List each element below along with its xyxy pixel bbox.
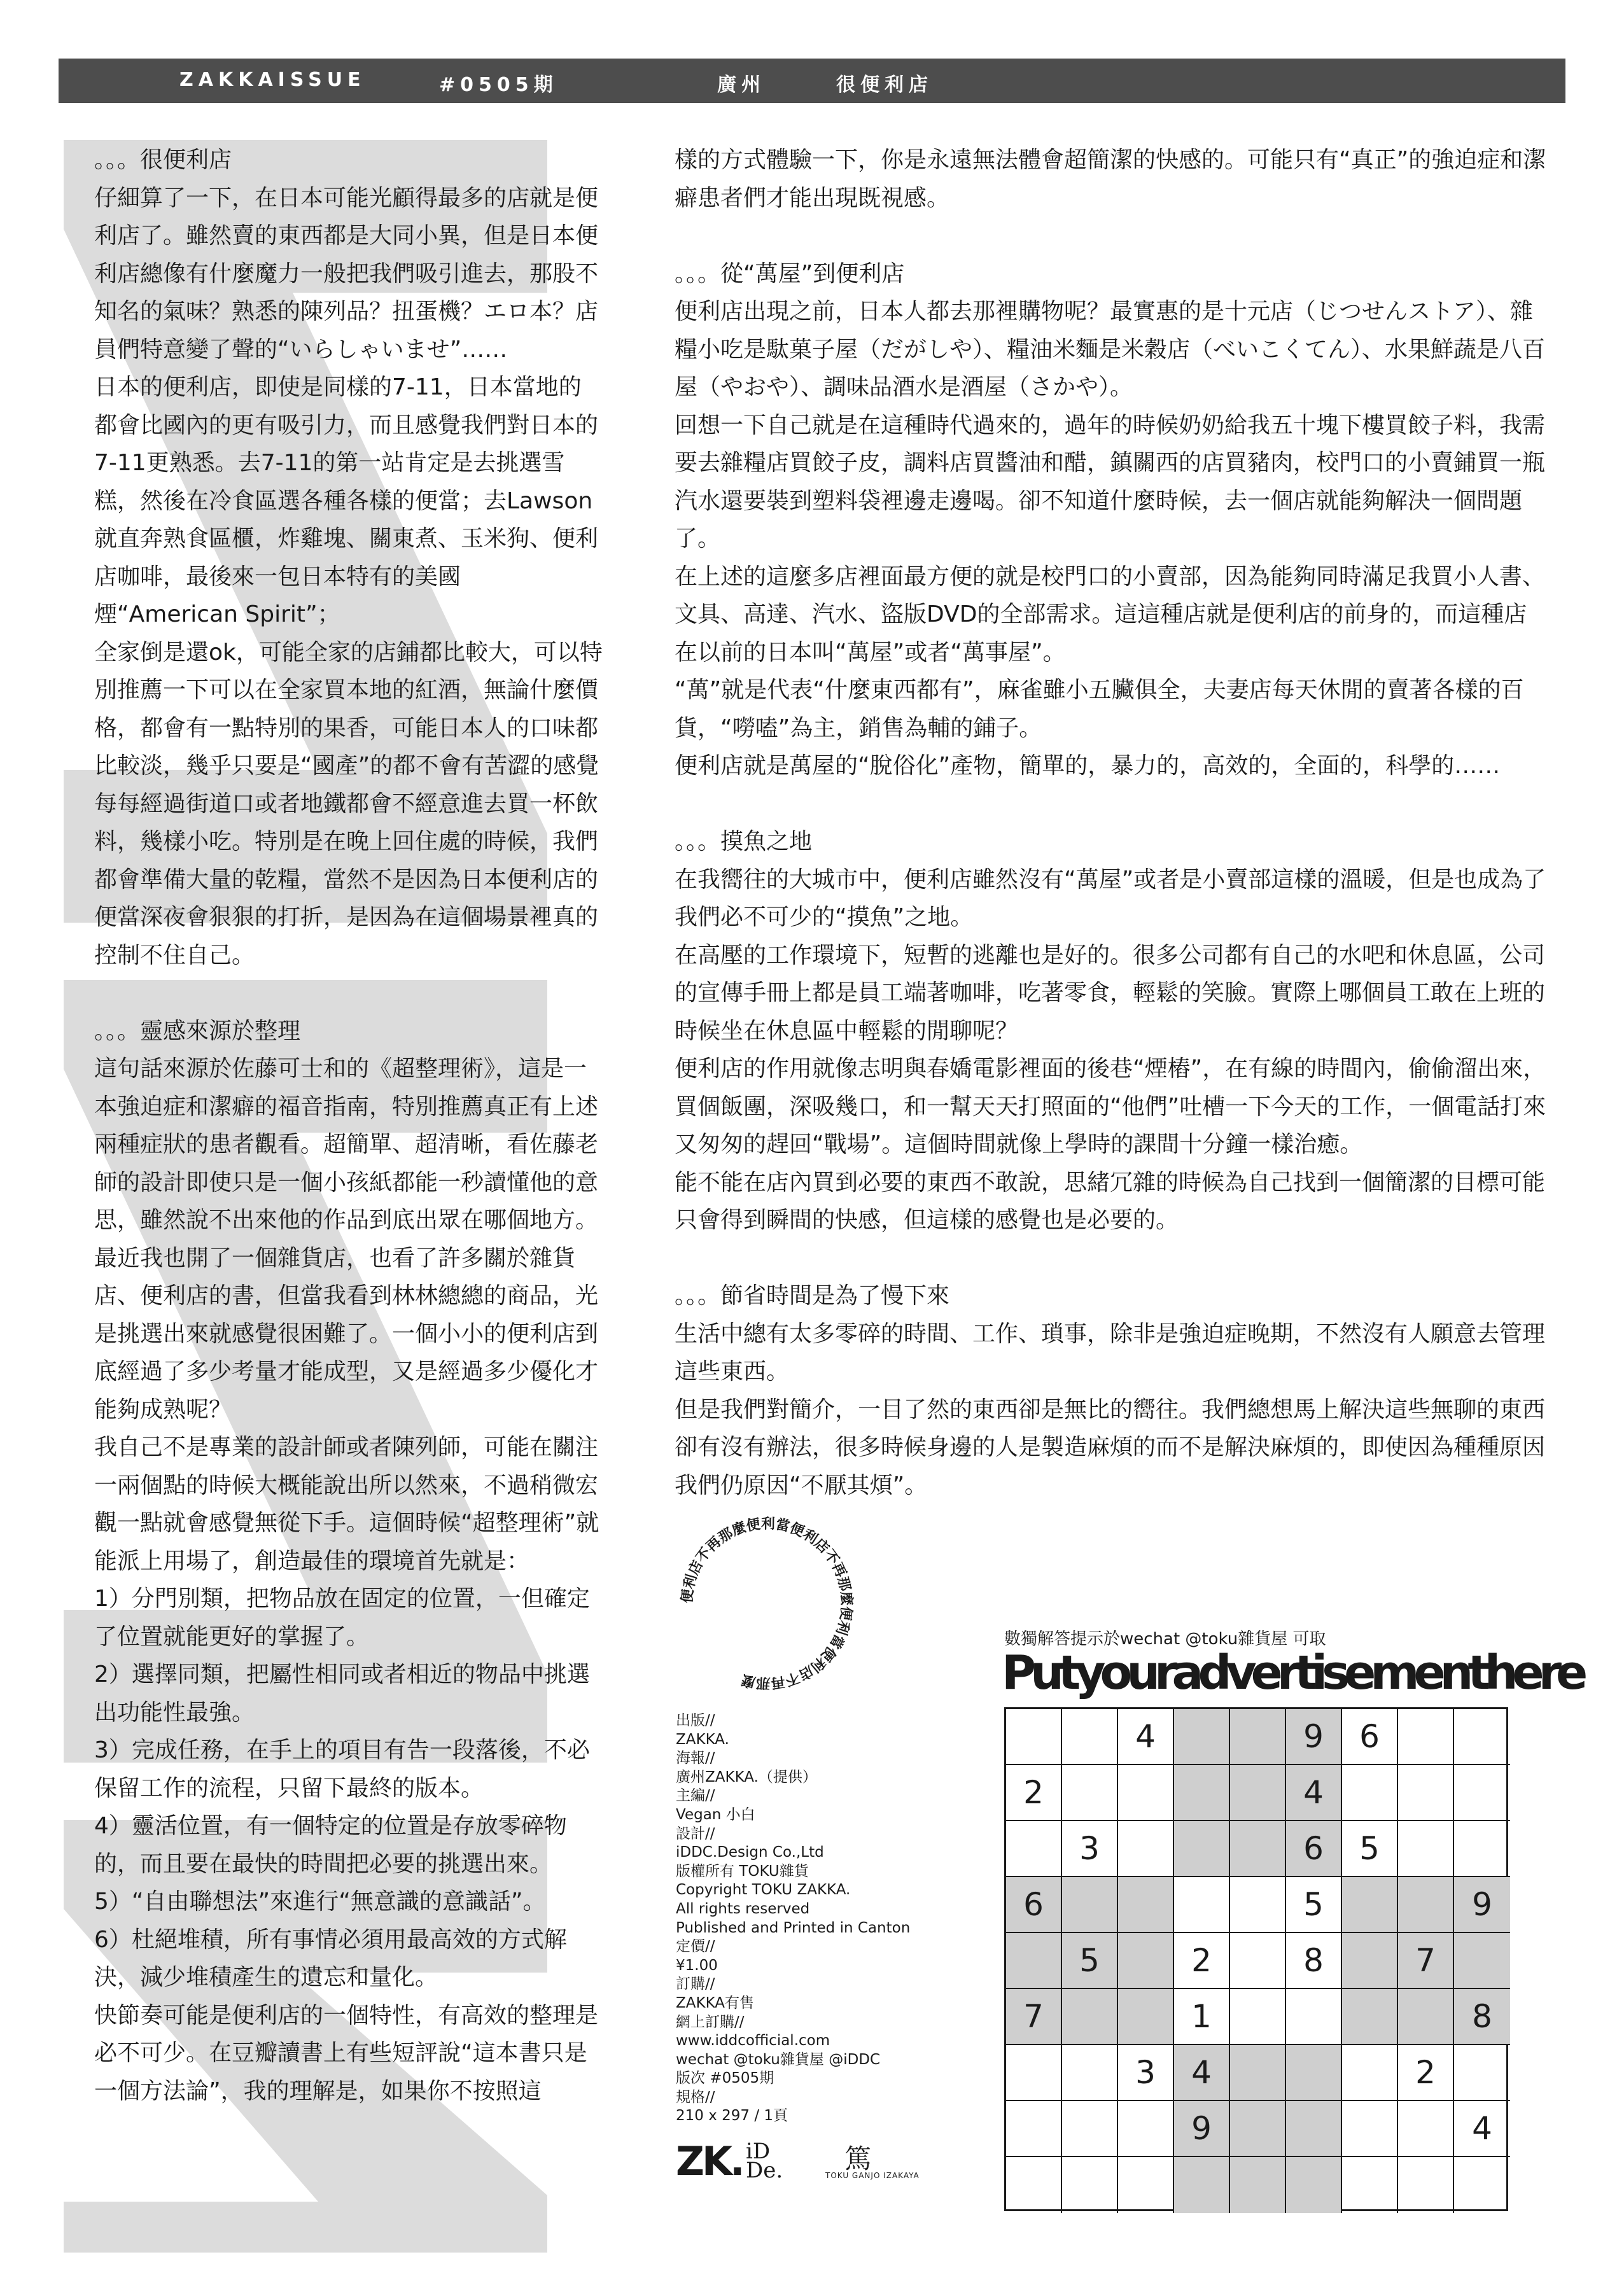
sudoku-cell: 2 [1398,2045,1454,2101]
credits-block [676,1712,1007,2126]
sudoku-cell: 4 [1174,2045,1230,2101]
sudoku-cell: 9 [1286,1709,1342,1765]
sudoku-cell[interactable] [1118,1765,1174,1821]
sudoku-cell[interactable] [1398,1989,1454,2045]
seal-text: 便利店不再那麼便利當便利店不再那麼便利當便利店不再那麼 [679,1516,855,1691]
credit-line: Copyright TOKU ZAKKA. [676,1882,851,1899]
sudoku-cell[interactable] [1174,2157,1230,2213]
sudoku-cell[interactable] [1174,1765,1230,1821]
article-paragraph: 便利店出現之前，日本人都去那裡購物呢？最實惠的是十元店（じつせんストア）、雜糧小吃是駄菓子屋（だがしや）、糧油米麵是米穀店（べいこくてん）、水果鮮蔬是八百屋（やおや）、調味品酒水是酒屋（さかや）。 [675,298,1546,400]
iddc-logo [746,2139,783,2183]
sudoku-cell[interactable] [1286,2045,1342,2101]
sudoku-cell[interactable] [1286,1989,1342,2045]
sudoku-cell: 5 [1062,1933,1118,1989]
article-paragraph: 全家倒是還ok，可能全家的店鋪都比較大，可以特別推薦一下可以在全家買本地的紅酒，無論什麼價格，都會有一點特別的果香，可能日本人的口味都比較淡，幾乎只要是“國產”的都不會有苦澀的感覺 [94,639,603,779]
sudoku-cell[interactable] [1174,1877,1230,1933]
credit-line: Published and Printed in Canton [676,1919,911,1936]
sudoku-cell: 4 [1286,1765,1342,1821]
credit-line: iDDC.Design Co.,Ltd [676,1844,824,1861]
article-paragraph: 在我嚮往的大城市中，便利店雖然沒有“萬屋”或者是小賣部這樣的溫暖，但是也成為了我們必不可少的“摸魚”之地。 [675,866,1546,930]
sudoku-cell: 9 [1174,2101,1230,2157]
sudoku-cell: 8 [1286,1933,1342,1989]
article-paragraph: 樣的方式體驗一下，你是永遠無法體會超簡潔的快感的。可能只有“真正”的強迫症和潔癖患者們才能出現既視感。 [675,147,1546,211]
sudoku-cell[interactable] [1342,1989,1398,2045]
credit-line: 版次 #0505期 [676,2070,774,2087]
sudoku-cell[interactable] [1342,2101,1398,2157]
topic-name: 很便利店 [836,74,933,96]
sudoku-cell: 1 [1174,1989,1230,2045]
toku-logo-mark: 篤 [844,2143,872,2174]
sudoku-cell: 6 [1006,1877,1062,1933]
sudoku-cell[interactable] [1454,1821,1510,1877]
sudoku-cell[interactable] [1062,2157,1118,2213]
article-paragraph: 但是我們對簡介，一目了然的東西卻是無比的嚮往。我們總想馬上解決這些無聊的東西卻有沒有辦法，很多時候身邊的人是製造麻煩的而不是解決麻煩的，即使因為種種原因我們仍原因“不厭其煩”。 [675,1396,1546,1499]
credit-line: 訂購// [676,1976,715,1993]
sudoku-cell[interactable] [1398,1765,1454,1821]
article-paragraph: 3）完成任務，在手上的項目有告一段落後，不必保留工作的流程，只留下最終的版本。 [94,1737,590,1801]
article-paragraph: 。。。靈感來源於整理 [94,1017,301,1044]
sudoku-cell[interactable] [1006,1821,1062,1877]
article-paragraph: 6）杜絕堆積，所有事情必須用最高效的方式解決，減少堆積產生的遺忘和量化。 [94,1926,567,1990]
credit-line: ZAKKA. [676,1731,729,1748]
credit-line: 廣州ZAKKA.（提供） [676,1768,817,1785]
issue-number: #0505期 [439,74,558,96]
article-paragraph: 快節奏可能是便利店的一個特性，有高效的整理是必不可少。在豆瓣讀書上有些短評說“這本書只是一個方法論”，我的理解是，如果你不按照這 [94,2002,599,2104]
article-paragraph: 在高壓的工作環境下，短暫的逃離也是好的。很多公司都有自己的水吧和休息區，公司的宣傳手冊上都是員工端著咖啡，吃著零食，輕鬆的笑臉。實際上哪個員工敢在上班的時候坐在休息區中輕鬆的閒聊呢？ [675,942,1546,1044]
article-paragraph: 我自己不是專業的設計師或者陳列師，可能在關注一兩個點的時候大概能說出所以然來，不過稍微宏觀一點就會感覺無從下手。這個時候“超整理術”就能派上用場了，創造最佳的環境首先就是： [94,1434,599,1574]
sudoku-cell[interactable] [1230,2157,1286,2213]
sudoku-cell[interactable] [1062,2101,1118,2157]
sudoku-cell[interactable] [1006,1709,1062,1765]
sudoku-cell[interactable] [1230,1933,1286,1989]
sudoku-cell[interactable] [1062,1989,1118,2045]
sudoku-cell[interactable] [1062,1765,1118,1821]
sudoku-cell[interactable] [1454,1765,1510,1821]
sudoku-cell[interactable] [1174,1709,1230,1765]
article-paragraph: 每每經過街道口或者地鐵都會不經意進去買一杯飲料，幾樣小吃。特別是在晚上回住處的時候，我們都會準備大量的乾糧，當然不是因為日本便利店的便當深夜會狠狠的打折，是因為在這個場景裡真的控制不住自己。 [94,790,599,968]
sudoku-cell[interactable] [1398,1709,1454,1765]
logo-row [676,2138,1007,2189]
credit-line: 定價// [676,1938,715,1955]
article-paragraph: 回想一下自己就是在這種時代過來的，過年的時候奶奶給我五十塊下樓買餃子料，我需要去雜糧店買餃子皮，調料店買醬油和醋，鎮關西的店買豬肉，校門口的小賣鋪買一瓶汽水還要裝到塑料袋裡邊走邊喝。卻不知道什麼時候，去一個店就能夠解決一個問題了。 [675,412,1546,552]
article-paragraph: 仔細算了一下，在日本可能光顧得最多的店就是便利店了。雖然賣的東西都是大同小異，但是日本便利店總像有什麼魔力一般把我們吸引進去，那股不知名的氣味？熟悉的陳列品？扭蛋機？エロ本？店員們特意變了聲的“いらしゃいませ”…… [94,185,599,363]
zakka-logo: ZK. [676,2138,743,2184]
article-paragraph [675,1240,1546,1278]
toku-logo-text: TOKU GANJO IZAKAYA [825,2171,920,2180]
sudoku-cell[interactable] [1118,2101,1174,2157]
sudoku-cell: 4 [1454,2101,1510,2157]
right-article-column [675,141,1546,1504]
credit-line: 主編// [676,1787,715,1805]
credit-line: 設計// [676,1825,715,1842]
sudoku-grid [1004,1707,1508,2211]
credit-line: Vegan 小白 [676,1806,755,1823]
article-paragraph: 最近我也開了一個雜貨店，也看了許多關於雜貨店、便利店的書，但當我看到林林總總的商品，光是挑選出來就感覺很困難了。一個小小的便利店到底經過了多少考量才能成型，又是經過多少優化才能夠成熟呢？ [94,1245,599,1423]
credit-line: 網上訂購// [676,2013,745,2030]
iddc-logo-line1: iD [746,2139,771,2164]
sudoku-cell[interactable] [1286,2101,1342,2157]
sudoku-cell[interactable] [1454,2157,1510,2213]
sudoku-cell[interactable] [1006,2101,1062,2157]
sudoku-cell: 5 [1286,1877,1342,1933]
article-paragraph [675,785,1546,823]
sudoku-cell[interactable] [1454,2045,1510,2101]
article-paragraph: 。。。摸魚之地 [675,828,813,855]
sudoku-cell: 6 [1342,1709,1398,1765]
circular-text-seal [671,1508,862,1699]
sudoku-cell[interactable] [1342,1933,1398,1989]
credit-line: www.iddcofficial.com [676,2032,830,2050]
sudoku-cell[interactable] [1454,1709,1510,1765]
sudoku-cell[interactable] [1062,1709,1118,1765]
article-paragraph: 在上述的這麼多店裡面最方便的就是校門口的小賣部，因為能夠同時滿足我買小人書、文具、高達、汽水、盜版DVD的全部需求。這這種店就是便利店的前身的，而這種店在以前的日本叫“萬屋”或者“萬事屋”。 [675,563,1546,666]
sudoku-cell[interactable] [1230,2045,1286,2101]
sudoku-cell: 8 [1454,1989,1510,2045]
article-paragraph: 。。。很便利店 [94,147,232,173]
credit-line: 210 x 297 / 1頁 [676,2107,788,2125]
iddc-logo-line2: De. [746,2158,783,2183]
svg-text:便利店不再那麼便利當便利店不再那麼便利當便利店不再那麼 [679,1516,855,1691]
sudoku-cell[interactable] [1398,2101,1454,2157]
sudoku-cell[interactable] [1230,1877,1286,1933]
city-name: 廣州 [717,74,766,96]
article-paragraph: 4）靈活位置，有一個特定的位置是存放零碎物的，而且要在最快的時間把必要的挑選出來。 [94,1813,567,1877]
credit-line: ¥1.00 [676,1957,718,1974]
sudoku-cell: 3 [1062,1821,1118,1877]
credit-line: 海報// [676,1750,715,1767]
ad-headline: Putyouradvertisementhere [1002,1646,1583,1700]
sudoku-cell[interactable] [1342,1765,1398,1821]
credit-line: 出版// [676,1712,715,1729]
sudoku-cell[interactable] [1118,2157,1174,2213]
article-paragraph: 能不能在店內買到必要的東西不敢說，思緒冗雜的時候為自己找到一個簡潔的目標可能只會得到瞬間的快感，但這樣的感覺也是必要的。 [675,1169,1546,1233]
sudoku-cell: 2 [1174,1933,1230,1989]
sudoku-cell[interactable] [1006,2157,1062,2213]
credit-line: ZAKKA有售 [676,1994,754,2011]
sudoku-cell: 5 [1342,1821,1398,1877]
sudoku-cell[interactable] [1454,1933,1510,1989]
article-paragraph: “萬”就是代表“什麼東西都有”，麻雀雖小五臟俱全，夫妻店每天休閒的賣著各樣的百貨，“嘮嗑”為主，銷售為輔的鋪子。 [675,677,1524,741]
article-paragraph: 。。。節省時間是為了慢下來 [675,1283,950,1309]
sudoku-cell[interactable] [1342,2045,1398,2101]
sudoku-cell[interactable] [1398,1821,1454,1877]
sudoku-cell[interactable] [1398,2157,1454,2213]
sudoku-cell[interactable] [1342,2157,1398,2213]
sudoku-cell: 3 [1118,2045,1174,2101]
article-paragraph: 。。。從“萬屋”到便利店 [675,260,905,287]
credit-line: 規格// [676,2088,715,2106]
article-paragraph [675,217,1546,255]
article-paragraph: 這句話來源於佐藤可士和的《超整理術》，這是一本強迫症和潔癖的福音指南，特別推薦真正有上述兩種症狀的患者觀看。超簡單、超清晰，看佐藤老師的設計即使只是一個小孩紙都能一秒讀懂他的意思，雖然說不出來他的作品到底出眾在哪個地方。 [94,1056,599,1233]
left-article-column [94,141,603,2110]
sudoku-cell[interactable] [1230,1821,1286,1877]
article-paragraph: 2）選擇同類，把屬性相同或者相近的物品中挑選出功能性最強。 [94,1661,590,1726]
article-paragraph [94,974,603,1012]
sudoku-cell[interactable] [1230,1765,1286,1821]
sudoku-cell[interactable] [1174,1821,1230,1877]
article-paragraph: 5）“自由聯想法”來進行“無意識的意識話”。 [94,1889,546,1915]
sudoku-cell[interactable] [1342,1877,1398,1933]
sudoku-cell[interactable] [1006,2045,1062,2101]
sudoku-cell: 7 [1006,1989,1062,2045]
sudoku-cell[interactable] [1062,1877,1118,1933]
puzzle-hint: 數獨解答提示於wechat @toku雜貨屋 可取 [1004,1630,1326,1649]
sudoku-cell[interactable] [1006,1933,1062,1989]
sudoku-cell[interactable] [1118,1821,1174,1877]
article-paragraph: 便利店就是萬屋的“脫俗化”產物，簡單的，暴力的，高效的，全面的，科學的…… [675,753,1501,779]
sudoku-cell[interactable] [1118,1933,1174,1989]
sudoku-cell: 7 [1398,1933,1454,1989]
article-paragraph: 便利店的作用就像志明與春嬌電影裡面的後巷“煙樁”，在有線的時間內，偷偷溜出來，買個飯團，深吸幾口，和一幫天天打照面的“他們”吐槽一下今天的工作，一個電話打來又匆匆的趕回“戰場”。這個時間就像上學時的課間十分鐘一樣治癒。 [675,1056,1546,1157]
sudoku-cell[interactable] [1062,2045,1118,2101]
sudoku-cell: 4 [1118,1709,1174,1765]
credit-line: All rights reserved [676,1900,810,1917]
header-bar [59,59,1565,103]
sudoku-cell[interactable] [1230,1989,1286,2045]
credit-line: 版權所有 TOKU雜貨 [676,1862,809,1880]
article-paragraph: 生活中總有太多零碎的時間、工作、瑣事，除非是強迫症晚期，不然沒有人願意去管理這些東西。 [675,1320,1546,1385]
sudoku-cell[interactable] [1230,1709,1286,1765]
credit-line: wechat @toku雜貨屋 @iDDC [676,2051,881,2068]
sudoku-cell: 6 [1286,1821,1342,1877]
sudoku-cell[interactable] [1286,2157,1342,2213]
sudoku-cell[interactable] [1118,1989,1174,2045]
brand-name: ZAKKAISSUE [179,69,366,91]
sudoku-cell[interactable] [1398,1877,1454,1933]
sudoku-cell: 9 [1454,1877,1510,1933]
sudoku-cell[interactable] [1118,1877,1174,1933]
article-paragraph: 日本的便利店，即使是同樣的7-11，日本當地的都會比國內的更有吸引力，而且感覺我們對日本的7-11更熟悉。去7-11的第一站肯定是去挑選雪糕，然後在冷食區選各種各樣的便當；去Lawson就直奔熟食區櫃，炸雞塊、關東煮、玉米狗、便利店咖啡，最後來一包日本特有的美國煙“American Spirit”； [94,374,599,627]
sudoku-cell[interactable] [1230,2101,1286,2157]
sudoku-cell: 2 [1006,1765,1062,1821]
article-paragraph: 1）分門別類，把物品放在固定的位置，一但確定了位置就能更好的掌握了。 [94,1586,590,1650]
